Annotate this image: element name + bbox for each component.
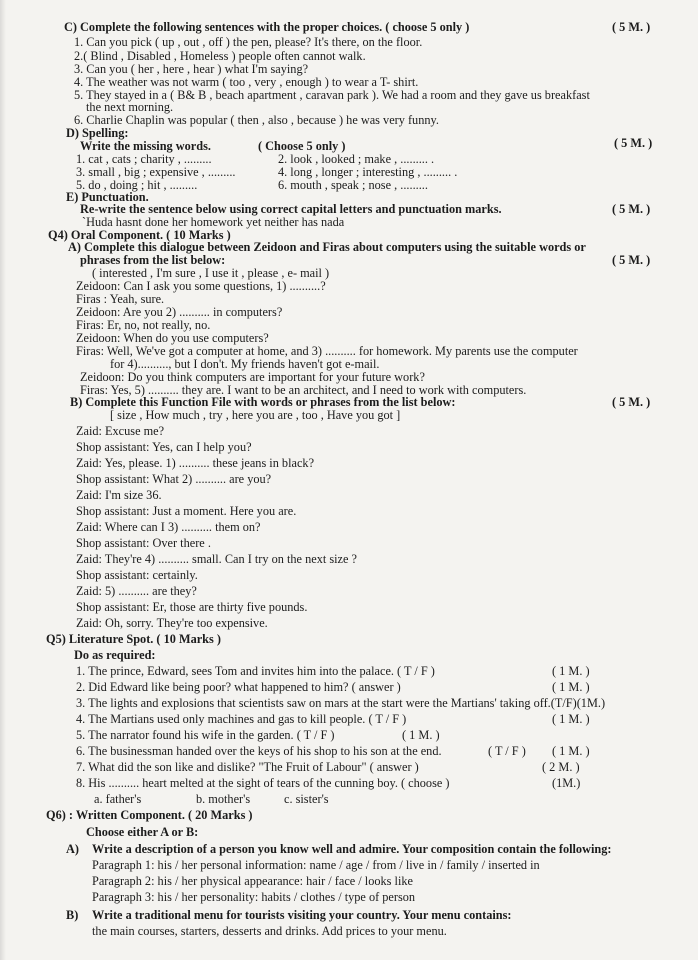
q6-b-label: B) [66, 908, 79, 922]
literature-item: 7. What did the son like and dislike? "The Fruit of Labour" ( answer ) [76, 760, 419, 774]
section-c-item: 6. Charlie Chaplin was popular ( then , also , because ) he was very funny. [74, 113, 439, 127]
section-c-heading: C) Complete the following sentences with the proper choices. ( choose 5 only ) [64, 20, 470, 34]
literature-marks: ( 1 M. ) [552, 712, 590, 726]
shop-dialogue-line: Shop assistant: Yes, can I help you? [76, 440, 252, 454]
q4-a-marks: ( 5 M. ) [612, 253, 651, 267]
shop-dialogue-line: Zaid: 5) .......... are they? [76, 584, 197, 598]
literature-item: 6. The businessman handed over the keys of his shop to his son at the end. [76, 744, 442, 758]
shop-dialogue-line: Zaid: Yes, please. 1) .......... these jeans in black? [76, 456, 315, 470]
literature-tf: ( T / F ) [488, 744, 526, 758]
section-e-marks: ( 5 M. ) [612, 202, 651, 216]
q4-a-heading-cont: phrases from the list below: [80, 253, 226, 267]
choice-option: c. sister's [284, 792, 329, 806]
literature-item: 4. The Martians used only machines and gas to kill people. ( T / F ) [76, 712, 407, 726]
dialogue-line: Zeidoon: When do you use computers? [76, 331, 269, 345]
spelling-item: 3. small , big ; expensive , ......... [76, 165, 236, 179]
dialogue-line: Firas: Er, no, not really, no. [76, 318, 211, 332]
section-c-item: 3. Can you ( her , here , hear ) what I'm saying? [74, 62, 309, 76]
dialogue-line: Firas : Yeah, sure. [76, 292, 165, 306]
spelling-item: 1. cat , cats ; charity , ......... [76, 152, 212, 166]
section-c-marks: ( 5 M. ) [612, 20, 651, 34]
q4-b-heading: B) Complete this Function File with words or phrases from the list below: [70, 395, 456, 409]
spelling-item: 5. do , doing ; hit , ......... [76, 178, 198, 192]
q4-b-marks: ( 5 M. ) [612, 395, 651, 409]
spelling-item: 4. long , longer ; interesting , ......... . [278, 165, 458, 179]
section-e-heading: E) Punctuation. [66, 190, 149, 204]
paragraph-guide: Paragraph 1: his / her personal information: name / age / from / live in / family / inserted in [92, 858, 540, 872]
section-d-choose: ( Choose 5 only ) [258, 139, 346, 153]
scan-edge-shadow [0, 0, 6, 960]
literature-item: 8. His .......... heart melted at the sight of tears of the cunning boy. ( choose ) [76, 776, 450, 790]
paragraph-guide: Paragraph 2: his / her physical appearance: hair / face / looks like [92, 874, 413, 888]
section-d-marks: ( 5 M. ) [614, 136, 653, 150]
choice-option: a. father's [94, 792, 142, 806]
section-c-item: 5. They stayed in a ( B& B , beach apartment , caravan park ). We had a room and they gave us breakfast [74, 88, 590, 102]
shop-dialogue-line: Shop assistant: What 2) .......... are you? [76, 472, 272, 486]
q6-choose: Choose either A or B: [86, 825, 199, 839]
section-c-item: 1. Can you pick ( up , out , off ) the pen, please? It's there, on the floor. [74, 35, 423, 49]
section-c-item: the next morning. [86, 100, 174, 114]
section-d-instruction: Write the missing words. [80, 139, 211, 153]
q4-heading: Q4) Oral Component. ( 10 Marks ) [48, 228, 231, 242]
shop-dialogue-line: Shop assistant: Over there . [76, 536, 211, 550]
literature-item: 2. Did Edward like being poor? what happened to him? ( answer ) [76, 680, 401, 694]
q6-a-label: A) [66, 842, 79, 856]
q5-instruction: Do as required: [74, 648, 156, 662]
shop-dialogue-line: Zaid: They're 4) .......... small. Can I try on the next size ? [76, 552, 357, 566]
literature-marks: ( 2 M. ) [542, 760, 580, 774]
shop-dialogue-line: Shop assistant: Just a moment. Here you are. [76, 504, 297, 518]
punctuation-sentence: `Huda hasnt done her homework yet neither has nada [82, 215, 345, 229]
section-c-item: 2.( Blind , Disabled , Homeless ) people often cannot walk. [74, 49, 366, 63]
literature-item: 1. The prince, Edward, sees Tom and invites him into the palace. ( T / F ) [76, 664, 435, 678]
spelling-item: 2. look , looked ; make , ......... . [278, 152, 435, 166]
q4-a-word-list: ( interested , I'm sure , I use it , please , e- mail ) [92, 266, 330, 280]
section-c-item: 4. The weather was not warm ( too , very , enough ) to wear a T- shirt. [74, 75, 419, 89]
q5-heading: Q5) Literature Spot. ( 10 Marks ) [46, 632, 221, 646]
q6-b-text: Write a traditional menu for tourists visiting your country. Your menu contains: [92, 908, 512, 922]
literature-marks: ( 1 M. ) [552, 744, 590, 758]
q6-b-text-cont: the main courses, starters, desserts and drinks. Add prices to your menu. [92, 924, 447, 938]
literature-marks: ( 1 M. ) [552, 664, 590, 678]
literature-item: 5. The narrator found his wife in the garden. ( T / F ) [76, 728, 335, 742]
shop-dialogue-line: Zaid: Oh, sorry. They're too expensive. [76, 616, 268, 630]
dialogue-line: Zeidoon: Are you 2) .......... in computers? [76, 305, 283, 319]
shop-dialogue-line: Shop assistant: certainly. [76, 568, 198, 582]
shop-dialogue-line: Zaid: I'm size 36. [76, 488, 162, 502]
q4-b-word-list: [ size , How much , try , here you are , too , Have you got ] [110, 408, 401, 422]
section-e-instruction: Re-write the sentence below using correct capital letters and punctuation marks. [80, 202, 502, 216]
q6-heading: Q6) : Written Component. ( 20 Marks ) [46, 808, 253, 822]
dialogue-line: Zeidoon: Can I ask you some questions, 1) ..........? [76, 279, 326, 293]
shop-dialogue-line: Zaid: Where can I 3) .......... them on? [76, 520, 261, 534]
dialogue-line: Firas: Yes, 5) .......... they are. I want to be an architect, and I need to work with computers. [80, 383, 527, 397]
literature-marks: (1M.) [552, 776, 581, 790]
shop-dialogue-line: Zaid: Excuse me? [76, 424, 165, 438]
literature-marks: ( 1 M. ) [552, 680, 590, 694]
shop-dialogue-line: Shop assistant: Er, those are thirty five pounds. [76, 600, 308, 614]
q4-a-heading: A) Complete this dialogue between Zeidoon and Firas about computers using the suitable words or [68, 240, 586, 254]
dialogue-line: for 4).........., but I don't. My friends haven't got e-mail. [110, 357, 380, 371]
q6-a-text: Write a description of a person you know well and admire. Your composition contain the following: [92, 842, 612, 856]
section-d-heading: D) Spelling: [66, 126, 129, 140]
literature-marks: ( 1 M. ) [402, 728, 440, 742]
paragraph-guide: Paragraph 3: his / her personality: habits / clothes / type of person [92, 890, 416, 904]
dialogue-line: Zeidoon: Do you think computers are important for your future work? [80, 370, 425, 384]
literature-item: 3. The lights and explosions that scientists saw on mars at the start were the Martians' taking off.(T/F)(1M.) [76, 696, 606, 710]
spelling-item: 6. mouth , speak ; nose , ......... [278, 178, 428, 192]
choice-option: b. mother's [196, 792, 251, 806]
dialogue-line: Firas: Well, We've got a computer at home, and 3) .......... for homework. My parents use the computer [76, 344, 578, 358]
